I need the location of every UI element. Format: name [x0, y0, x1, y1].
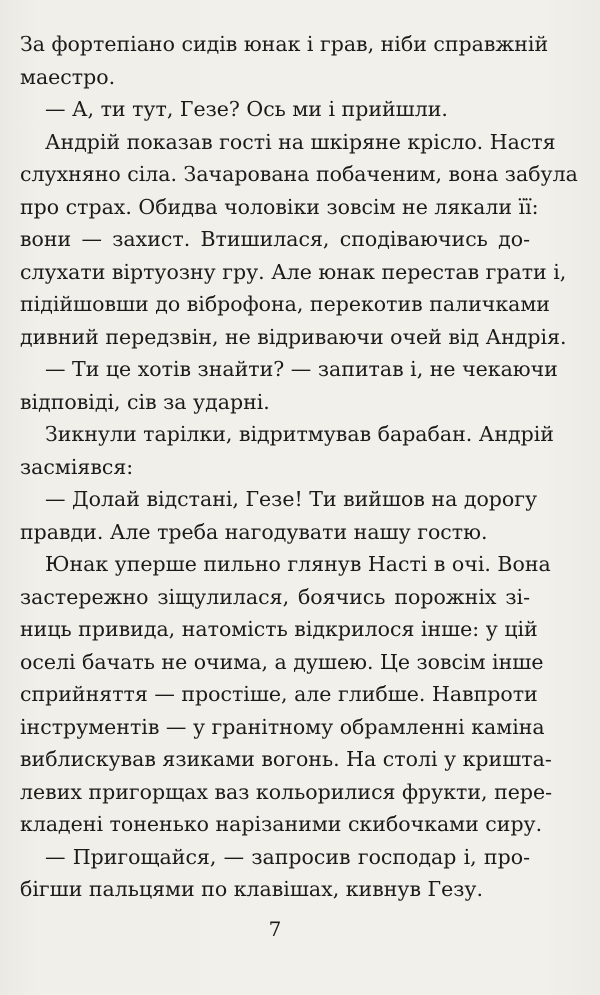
text-line: підійшовши до віброфона, перекотив паличками — [20, 292, 550, 316]
text-line: відповіді, сів за ударні. — [20, 389, 270, 414]
text-line: — Пригощайся, — запросив господар і, про- — [45, 844, 530, 869]
text-line: про страх. Обидва чоловіки зовсім не лякали її: — [20, 194, 539, 219]
text-line: Юнак уперше пильно глянув Насті в очі. Вона — [45, 552, 551, 576]
text-line: правди. Але треба нагодувати нашу гостю. — [20, 519, 488, 544]
text-line: сприйняття — простіше, але глибше. Навпроти — [20, 682, 538, 706]
text-line: — Ти це хотів знайти? — запитав і, не чекаючи — [45, 357, 558, 381]
text-line: левих пригорщах ваз кольорилися фрукти, пере- — [20, 779, 553, 804]
text-line: — Долай відстані, Гезе! Ти вийшов на дорогу — [45, 487, 538, 511]
text-line: Андрій показав гості на шкіряне крісло. Настя — [45, 129, 556, 154]
page-number: 7 — [268, 917, 282, 941]
text-line: — А, ти тут, Гезе? Ось ми і прийшли. — [45, 97, 448, 121]
text-line: інструментів — у гранітному обрамленні каміна — [20, 714, 545, 739]
text-line: маестро. — [20, 64, 116, 89]
text-line: кладені тоненько нарізаними скибочками сиру. — [20, 812, 543, 836]
text-line: оселі бачать не очима, а душею. Це зовсім інше — [20, 649, 544, 674]
text-line: засміявся: — [20, 454, 134, 479]
text-line: ниць привида, натомість відкрилося інше: у цій — [20, 617, 538, 641]
text-line: слухняно сіла. Зачарована побаченим, вона забула — [20, 162, 578, 186]
text-line: слухати віртуозну гру. Але юнак перестав грати і, — [20, 259, 567, 284]
text-line: За фортепіано сидів юнак і грав, ніби справжній — [20, 32, 549, 56]
text-line: виблискував язиками вогонь. На столі у кришта- — [20, 747, 552, 771]
text-line: бігши пальцями по клавішах, кивнув Гезу. — [20, 877, 484, 901]
text-line: вони — захист. Втишилася, сподіваючись до- — [20, 227, 530, 251]
body-text — [20, 28, 578, 906]
text-line: Зикнули тарілки, відритмував барабан. Андрій — [45, 422, 554, 446]
text-line: застережно зіщулилася, боячись порожніх зі- — [20, 584, 530, 609]
text-line: дивний передзвін, не відриваючи очей від Андрія. — [20, 324, 567, 349]
